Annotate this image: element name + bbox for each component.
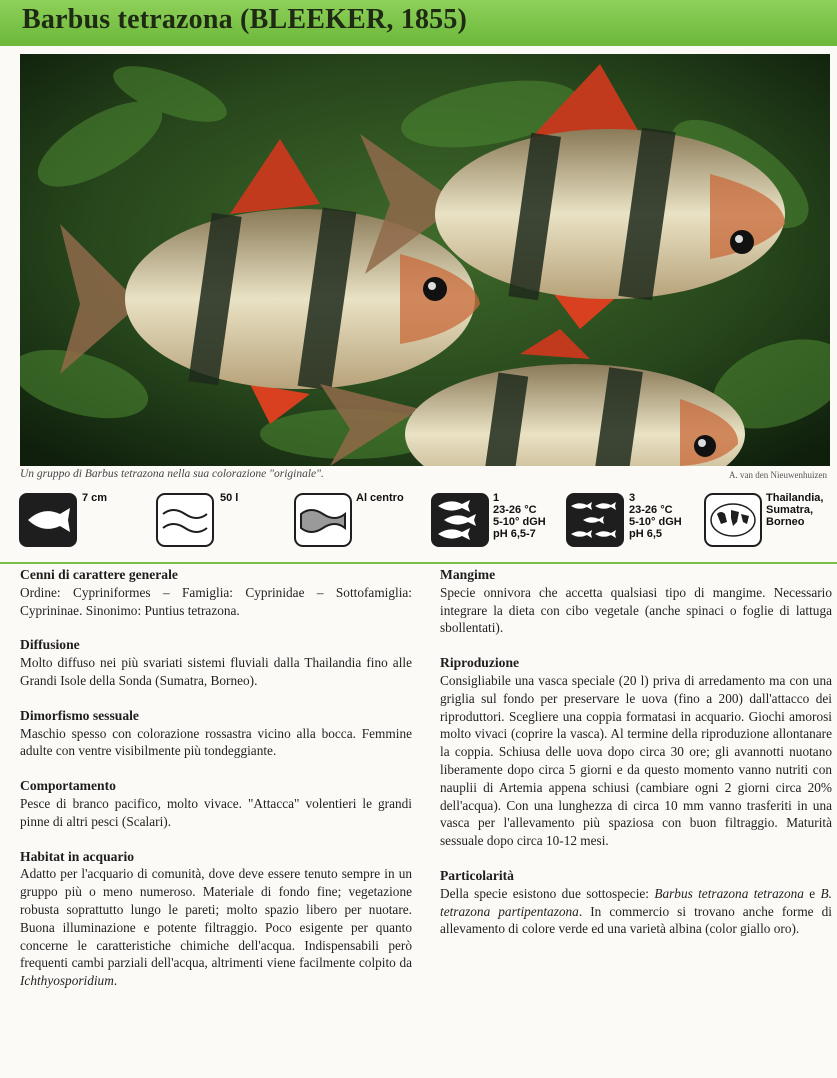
photo-credit: A. van den Nieuwenhuizen xyxy=(729,470,827,480)
group1-params: 1 23-26 °C 5-10° dGH pH 6,5-7 xyxy=(493,492,546,540)
title-bar xyxy=(0,0,837,46)
section-diffusione xyxy=(20,636,412,689)
size-label: 7 cm xyxy=(82,492,108,504)
section-cenni xyxy=(20,566,412,619)
origin-label: Thailandia, Sumatra, Borneo xyxy=(766,492,824,528)
left-column xyxy=(20,566,412,1007)
heading-habitat: Habitat in acquario xyxy=(20,848,135,864)
section-particolarita xyxy=(440,867,832,938)
water-group2-icon xyxy=(565,492,625,548)
fish-size-icon xyxy=(18,492,78,548)
heading-mangime: Mangime xyxy=(440,567,496,582)
text-riproduzione: Consigliabile una vasca speciale (20 l) priva di arredamento ma con una griglia sul fondo per preservare le uova (fino a 200) dall'attacco dei riproduttori. Scegliere una coppia formatasi in acquario. Giochi amorosi molto vivaci (coprire la vasca). Al termine della riproduzione allontanare la coppia. Schiusa delle uova dopo circa 30 ore; gli avannotti nuotano liberamente dopo circa 5 giorni e da questo momento vanno nutriti con nauplii di Artemia appena schiusi (cambiare ogni 2 giorni circa 20% dell'acqua). Con una lunghezza di circa 10 mm vanno trasferiti in una vasca per l'allevamento più spaziosa con buon filtraggio. Maturità sessuale dopo circa 10-12 mesi. xyxy=(440,672,832,849)
section-dimorfismo xyxy=(20,707,412,760)
info-icons-row xyxy=(0,484,837,554)
section-comportamento xyxy=(20,777,412,830)
water-group1-icon xyxy=(430,492,490,548)
heading-dimorfismo: Dimorfismo sessuale xyxy=(20,707,139,723)
heading-diffusione: Diffusione xyxy=(20,637,80,653)
section-mangime xyxy=(440,566,832,637)
fish-photo xyxy=(20,54,830,466)
section-riproduzione xyxy=(440,654,832,850)
text-particolarita: Della specie esistono due sottospecie: Barbus tetrazona tetrazona e B. tetrazona partipentazona. In commercio si trovano anche forme di allevamento di colore verde ed una varietà albina (color giallo oro). xyxy=(440,885,832,937)
heading-riproduzione: Riproduzione xyxy=(440,655,520,671)
section-habitat xyxy=(20,848,412,990)
fish-illustration xyxy=(20,54,830,466)
page-title: Barbus tetrazona (BLEEKER, 1855) xyxy=(22,4,468,35)
photo-caption: Un gruppo di Barbus tetrazona nella sua colorazione "originale". xyxy=(20,468,324,480)
zone-label: Al centro xyxy=(356,492,404,504)
text-mangime: Specie onnivora che accetta qualsiasi tipo di mangime. Necessario integrare la dieta con cibo vegetale (anche spinaci o foglie di lattuga sbollentati). xyxy=(440,584,832,636)
right-column xyxy=(440,566,832,955)
heading-particolarita: Particolarità xyxy=(440,867,514,883)
text-dimorfismo: Maschio spesso con colorazione rossastra vicino alla bocca. Femmine adulte con ventre visibilmente più tondeggiante. xyxy=(20,725,412,759)
tank-volume-icon xyxy=(155,492,215,548)
heading-comportamento: Comportamento xyxy=(20,778,116,794)
swim-zone-icon xyxy=(293,492,353,548)
text-comportamento: Pesce di branco pacifico, molto vivace. "Attacca" volentieri le grandi pinne di altri pesci (Scalari). xyxy=(20,795,412,829)
text-cenni: Ordine: Cypriniformes – Famiglia: Cyprinidae – Sottofamiglia: Cyprininae. Sinonimo: Puntius tetrazona. xyxy=(20,584,412,618)
world-map-icon xyxy=(703,492,763,548)
volume-label: 50 l xyxy=(220,492,239,504)
section-divider xyxy=(0,562,837,564)
heading-cenni: Cenni di carattere generale xyxy=(20,567,178,582)
text-habitat: Adatto per l'acquario di comunità, dove deve essere tenuto sempre in un gruppo più o meno numeroso. Materiale di fondo fine; vegetazione robusta soprattutto lungo le pareti; molto spazio libero per nuotare. Buona illuminazione e potente filtraggio. Poco esigente per quanto concerne le caratteristiche chimiche dell'acqua. Indispensabili però frequenti cambi parziali dell'acqua, altrimenti viene facilmente colpito da Ichthyosporidium. xyxy=(20,866,412,989)
text-diffusione: Molto diffuso nei più svariati sistemi fluviali dalla Thailandia fino alle Grandi Isole della Sonda (Sumatra, Borneo). xyxy=(20,655,412,688)
group2-params: 3 23-26 °C 5-10° dGH pH 6,5 xyxy=(629,492,682,540)
